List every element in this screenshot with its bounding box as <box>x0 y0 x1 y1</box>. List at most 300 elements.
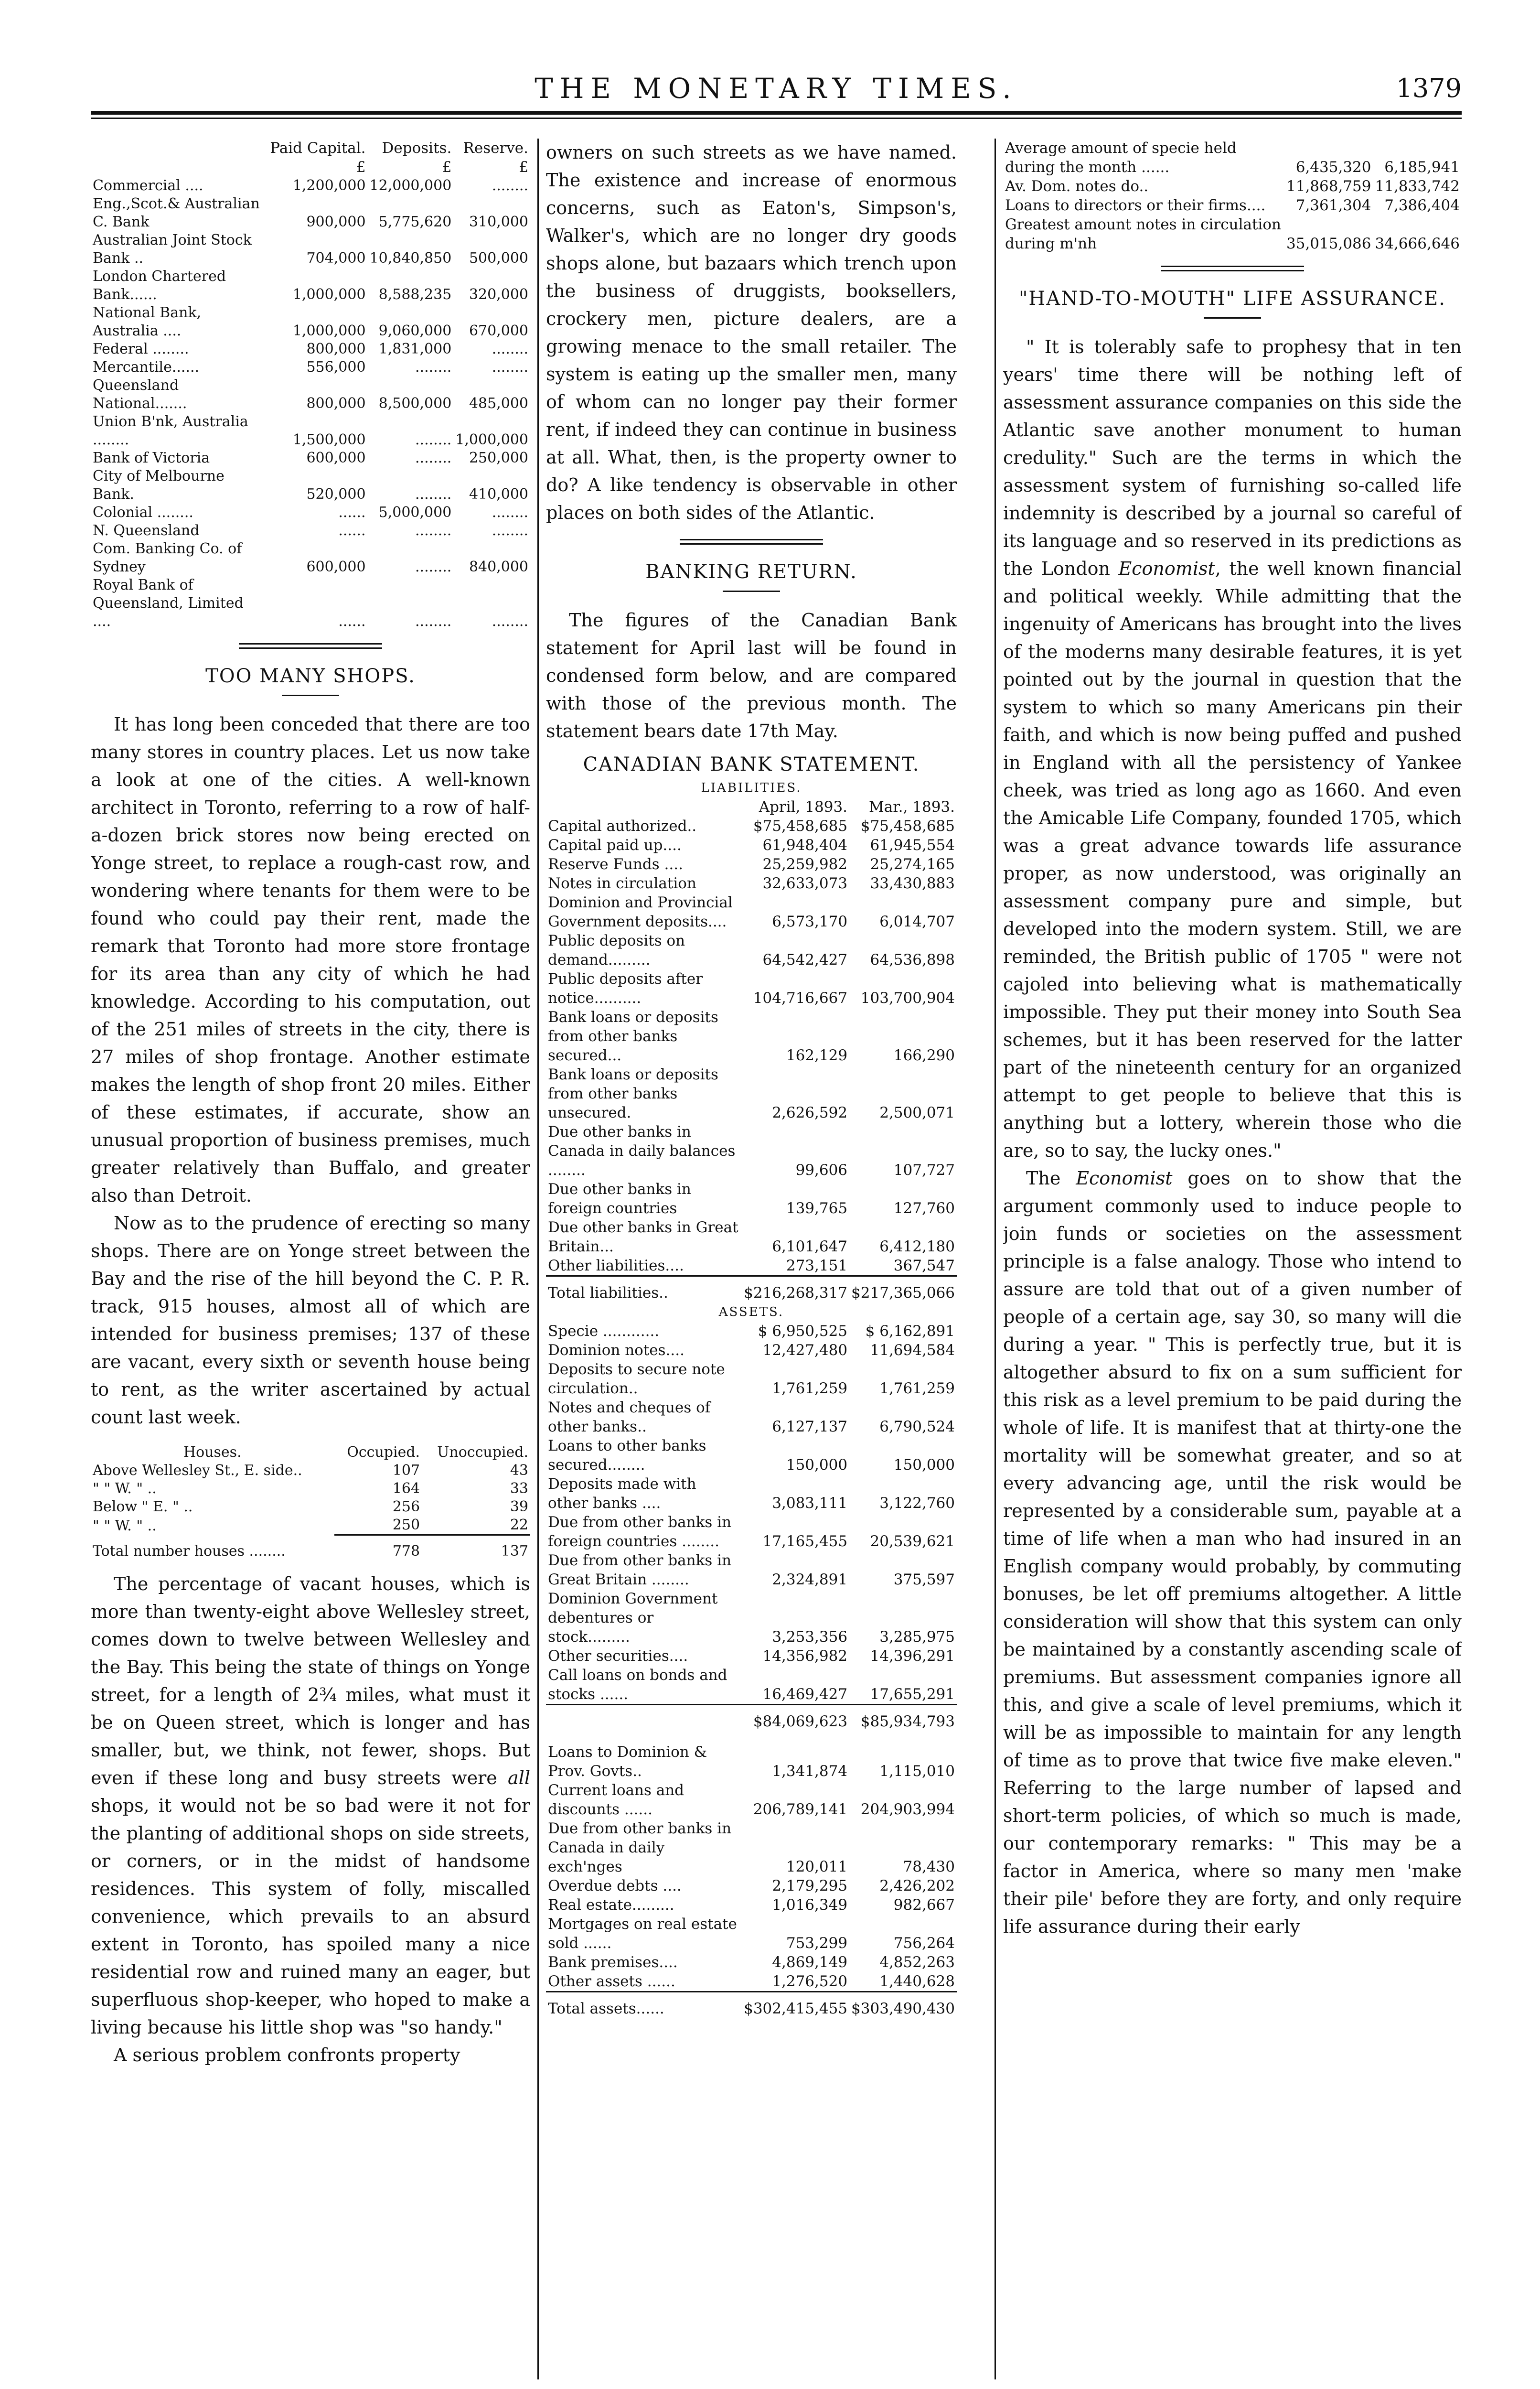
houses-label: Below " E. " .. <box>93 1498 193 1515</box>
april-value: 120,011 <box>786 1858 848 1875</box>
emphasis: all <box>508 1767 530 1788</box>
reserve: ........ <box>492 359 528 376</box>
paid-capital: 1,000,000 <box>292 286 366 303</box>
column-header: Mar., 1893. <box>869 798 955 816</box>
april-value: 753,299 <box>786 1935 848 1952</box>
april-value: 6,573,170 <box>772 913 848 930</box>
bank-averages-table <box>1003 139 1462 253</box>
column-divider <box>537 139 539 2379</box>
march-value: 1,115,010 <box>879 1763 955 1780</box>
table-row <box>546 969 957 1008</box>
table-row <box>91 1516 530 1535</box>
march-value: 11,694,584 <box>870 1342 955 1359</box>
april-value: 16,469,427 <box>762 1686 848 1703</box>
bank-name: Colonial ........ <box>93 504 193 521</box>
line-item-label: Notes in circulation <box>548 875 696 892</box>
line-item-label: Dominion and Provincial Government deposits.... <box>548 894 733 930</box>
houses-table <box>91 1443 530 1560</box>
paragraph <box>1003 333 1462 1164</box>
table-row <box>546 893 957 931</box>
bank-name: Union B'nk, Australia ........ <box>93 413 248 448</box>
line-item-label: Deposits to secure note circulation.. <box>548 1361 725 1397</box>
table-row <box>546 1341 957 1360</box>
bank-name: Australian Joint Stock Bank .. <box>93 232 252 267</box>
paragraph: A serious problem confronts property <box>114 2045 460 2066</box>
section-heading: TOO MANY SHOPS. <box>205 665 416 687</box>
line-item-label: Other assets ...... <box>548 1973 675 1990</box>
line-item-label: Loans to other banks secured........ <box>548 1437 706 1474</box>
table-row <box>546 1781 957 1819</box>
april-value: 162,129 <box>786 1047 848 1064</box>
paid-capital: 800,000 <box>306 395 366 412</box>
heading-rule <box>1204 317 1261 319</box>
liabilities-label: LIABILITIES. <box>701 781 802 795</box>
table-row <box>546 1819 957 1876</box>
table-row <box>546 1876 957 1895</box>
text-run: The percentage of vacant houses, which is more than twenty-eight above Wellesley street, comes down to twelve between Wellesley and the Bay. This being the state of things on Yonge street, for a length of 2¾ miles, what must it be on Queen street, which is longer and has smaller, but, we think, not fewer, shops. But even if these long and busy streets were <box>91 1573 530 1788</box>
march-value: 150,000 <box>893 1456 955 1474</box>
section-rule <box>1161 266 1304 271</box>
bank-statement-table <box>546 778 957 2018</box>
line-item-label: Average amount of specie held during the month ...... <box>1005 140 1237 176</box>
unoccupied-count: 39 <box>510 1498 528 1515</box>
march-value: 2,426,202 <box>879 1877 955 1894</box>
line-item-label: Bank loans or deposits from other banks secured... <box>548 1009 718 1064</box>
march-value: 3,122,760 <box>879 1495 955 1512</box>
occupied-count: 164 <box>392 1480 420 1497</box>
march-value: 6,412,180 <box>879 1238 955 1255</box>
table-row <box>1003 139 1462 177</box>
currency-symbol: £ <box>519 159 528 176</box>
reserve: 410,000 <box>469 486 528 503</box>
table-header: Occupied. <box>347 1444 420 1461</box>
total-assets-march: $303,490,430 <box>849 1992 957 2019</box>
table-row <box>91 304 530 340</box>
line-item-label: Dominion Government debentures or stock......... <box>548 1590 718 1646</box>
table-row <box>546 1666 957 1705</box>
march-value: 1,761,259 <box>879 1380 955 1397</box>
table-row <box>546 1436 957 1474</box>
april-value: 12,427,480 <box>762 1342 848 1359</box>
reserve: ........ <box>492 504 528 521</box>
table-row <box>91 1480 530 1498</box>
april-value: 11,868,759 <box>1286 178 1371 195</box>
march-value: 1,440,628 <box>879 1973 955 1990</box>
table-row <box>546 817 957 836</box>
bank-name: Bank of Victoria <box>93 450 210 466</box>
line-item-label: Due other banks in Great Britain... <box>548 1219 738 1255</box>
paid-capital: 1,000,000 <box>292 323 366 339</box>
table-row <box>546 931 957 969</box>
line-item-label: Due other banks in foreign countries <box>548 1181 691 1217</box>
table-header: Reserve. <box>463 140 528 157</box>
paragraph <box>1003 1164 1462 1940</box>
bank-name: Com. Banking Co. of Sydney <box>93 540 242 575</box>
currency-symbol: £ <box>442 159 452 176</box>
bank-name: Mercantile...... <box>93 359 200 376</box>
march-value: 107,727 <box>893 1162 955 1179</box>
reserve: ........ <box>492 522 528 539</box>
header-rule-thin <box>91 118 1462 119</box>
table-header: Unoccupied. <box>437 1444 528 1461</box>
total-assets-april: $302,415,455 <box>742 1992 849 2019</box>
table-header: Houses. <box>183 1444 242 1461</box>
line-item-label: Loans to directors or their firms.... <box>1005 197 1266 214</box>
page-number: 1379 <box>1396 73 1462 103</box>
reserve: 670,000 <box>469 323 528 339</box>
table-row <box>1003 177 1462 196</box>
line-item-label: Deposits made with other banks .... <box>548 1475 696 1512</box>
april-value: 3,253,356 <box>772 1628 848 1646</box>
line-item-label: Av. Dom. notes do.. <box>1005 178 1149 195</box>
table-row <box>546 1322 957 1341</box>
heading-rule <box>282 695 339 696</box>
table-row <box>546 1589 957 1646</box>
deposits: ........ <box>415 613 452 630</box>
table-row <box>91 377 530 413</box>
table-header: Paid Capital. <box>270 140 366 157</box>
april-value: 64,542,427 <box>762 951 848 969</box>
table-row <box>91 358 530 377</box>
march-value: 7,386,404 <box>1384 197 1460 214</box>
april-value: 1,761,259 <box>772 1380 848 1397</box>
march-value: 17,655,291 <box>870 1686 955 1703</box>
section-heading: BANKING RETURN. <box>645 561 857 583</box>
header-rule-thick <box>91 111 1462 115</box>
march-value: 756,264 <box>893 1935 955 1952</box>
bank-name: National Bank, Australia .... <box>93 304 202 339</box>
table-row <box>546 855 957 874</box>
april-value: 17,165,455 <box>762 1533 848 1550</box>
line-item-label: Reserve Funds .... <box>548 856 683 873</box>
text-run: , the well known financial and political weekly. While admitting that the ingenuity of Americans has brought into the lives of the moderns many desirable features, it is yet pointed out by the journal in question that the system to which so many Americans pin their faith, and which is now being puffed and pushed in England with all the persistency of Yankee cheek, was tried as long ago as 1660. And even the Amicable Life Company, founded 1705, which was a great advance towards life assurance proper, as now understood, was originally an assessment company pure and simple, but developed into the modern system. Still, we are reminded, the British public of 1705 " were not cajoled into believing what is mathematically impossible. They put their money into South Sea schemes, but it has been reserved for the latter part of the nineteenth century for an organized attempt to get people to believe that this is anything but a lottery, wherein those who die are, so to say, the lucky ones." <box>1003 558 1462 1161</box>
april-value: $75,458,685 <box>753 818 848 835</box>
paid-capital: 1,500,000 <box>292 431 366 448</box>
march-value: 375,597 <box>893 1571 955 1588</box>
occupied-count: 107 <box>392 1462 420 1479</box>
table-row <box>91 340 530 358</box>
subtotal-march: $85,934,793 <box>849 1705 957 1732</box>
total-liabilities-march: $217,365,066 <box>849 1276 957 1303</box>
table-row <box>546 1915 957 1953</box>
bank-capital-table <box>91 139 530 631</box>
deposits: 8,500,000 <box>378 395 452 412</box>
paid-capital: 800,000 <box>306 341 366 357</box>
deposits: ........ <box>415 431 452 448</box>
line-item-label: Dominion notes.... <box>548 1342 684 1359</box>
paid-capital: 704,000 <box>306 250 366 267</box>
table-row <box>546 1895 957 1915</box>
april-value: 99,606 <box>795 1162 848 1179</box>
april-value: $ 6,950,525 <box>758 1323 848 1340</box>
april-value: 206,789,141 <box>753 1801 848 1818</box>
table-row <box>546 836 957 855</box>
march-value: 6,014,707 <box>879 913 955 930</box>
march-value: 982,667 <box>893 1896 955 1914</box>
table-row <box>546 1646 957 1666</box>
april-value: 61,948,404 <box>762 837 848 854</box>
text-run: The <box>1026 1168 1076 1189</box>
deposits: ........ <box>415 486 452 503</box>
table-row <box>546 1256 957 1276</box>
bank-name: London Chartered Bank...... <box>93 268 226 303</box>
table-row <box>1003 215 1462 253</box>
column-header: April, 1893. <box>759 798 848 816</box>
march-value: 14,396,291 <box>870 1647 955 1665</box>
april-value: 150,000 <box>786 1456 848 1474</box>
table-row <box>546 1972 957 1992</box>
line-item-label: Notes and cheques of other banks.. <box>548 1399 711 1435</box>
bank-name: N. Queensland <box>93 522 200 539</box>
paid-capital: 900,000 <box>306 214 366 230</box>
paid-capital: 1,200,000 <box>292 177 366 194</box>
april-value: 6,127,137 <box>772 1418 848 1435</box>
table-row <box>91 449 530 467</box>
running-title: THE MONETARY TIMES. <box>535 72 1018 105</box>
line-item-label: Due from other banks in Canada in daily exch'nges <box>548 1820 732 1875</box>
paragraph: owners on such streets as we have named. The existence and increase of enormous concerns, such as Eaton's, Simpson's, Walker's, which are no longer dry goods shops alone, but bazaars which trench upon the business of druggists, booksellers, crockery men, picture dealers, are a growing menace to the small retailer. The system is eating up the smaller men, many of whom can no longer pay their former rent, if indeed they can continue in business at all. What, then, is the property owner to do? A like tendency is observable in other places on both sides of the Atlantic. <box>546 142 957 523</box>
table-row <box>91 177 530 195</box>
march-value: 20,539,621 <box>870 1533 955 1550</box>
line-item-label: Greatest amount notes in circulation during m'nh <box>1005 216 1281 252</box>
unoccupied-count: 33 <box>510 1480 528 1497</box>
unoccupied-count: 43 <box>510 1462 528 1479</box>
bank-name: Federal ........ <box>93 341 189 357</box>
april-value: 1,016,349 <box>772 1896 848 1914</box>
bank-name: Eng.,Scot.& Australian C. Bank <box>93 195 260 230</box>
table-row <box>546 1065 957 1122</box>
march-value: 2,500,071 <box>879 1104 955 1121</box>
march-value: $75,458,685 <box>860 818 955 835</box>
deposits: 1,831,000 <box>378 341 452 357</box>
total-unoccupied: 137 <box>422 1535 530 1561</box>
paid-capital: ...... <box>338 613 366 630</box>
april-value: 2,626,592 <box>772 1104 848 1121</box>
march-value: 11,833,742 <box>1375 178 1460 195</box>
line-item-label: Loans to Dominion & Prov. Govts.. <box>548 1743 707 1780</box>
paid-capital: 556,000 <box>306 359 366 376</box>
march-value: 204,903,994 <box>860 1801 955 1818</box>
line-item-label: Bank loans or deposits from other banks unsecured. <box>548 1066 718 1121</box>
deposits: 8,588,235 <box>378 286 452 303</box>
line-item-label: Overdue debts .... <box>548 1877 682 1894</box>
table-header: Deposits. <box>382 140 452 157</box>
deposits: 12,000,000 <box>369 177 452 194</box>
bank-name: Royal Bank of Queensland, Limited .... <box>93 577 244 630</box>
reserve: 1,000,000 <box>455 431 528 448</box>
deposits: 5,775,620 <box>378 214 452 230</box>
march-value: 61,945,554 <box>870 837 955 854</box>
april-value: 4,869,149 <box>772 1954 848 1971</box>
total-label: Total number houses ........ <box>93 1543 286 1560</box>
april-value: 6,435,320 <box>1295 159 1371 176</box>
line-item-label: Other liabilities.... <box>548 1257 684 1274</box>
line-item-label: Real estate......... <box>548 1896 674 1914</box>
table-row <box>91 231 530 268</box>
reserve: 485,000 <box>469 395 528 412</box>
march-value: 6,185,941 <box>1384 159 1460 176</box>
april-value: 139,765 <box>786 1200 848 1217</box>
april-value: 6,101,647 <box>772 1238 848 1255</box>
table-row <box>91 413 530 449</box>
line-item-label: Other securities.... <box>548 1647 688 1665</box>
deposits: 9,060,000 <box>378 323 452 339</box>
march-value: 166,290 <box>893 1047 955 1064</box>
table-row <box>91 467 530 504</box>
unoccupied-count: 22 <box>510 1517 528 1533</box>
april-value: 2,179,295 <box>772 1877 848 1894</box>
march-value: 103,700,904 <box>860 990 955 1007</box>
line-item-label: Capital paid up.... <box>548 837 682 854</box>
text-run: shops, it would not be so bad were it not for the planting of additional shops on side streets, or corners, or in the midst of handsome residences. This system of folly, miscalled convenience, which prevails to an absurd extent in Toronto, has spoiled many a nice residential row and ruined many an eager, but superfluous shop-keeper, who hoped to make a living because his little shop was "so handy." <box>91 1795 530 2038</box>
table-row <box>91 522 530 540</box>
paid-capital: 600,000 <box>306 559 366 575</box>
reserve: ........ <box>492 341 528 357</box>
table-row <box>546 1122 957 1180</box>
statement-heading: CANADIAN BANK STATEMENT. <box>583 753 920 775</box>
total-liabilities-label: Total liabilities.. <box>546 1276 742 1303</box>
line-item-label: Public deposits on demand......... <box>548 932 685 969</box>
deposits: 10,840,850 <box>369 250 452 267</box>
table-row <box>546 1513 957 1551</box>
april-value: 35,015,086 <box>1286 235 1371 252</box>
table-row <box>546 1360 957 1398</box>
table-row <box>546 1008 957 1065</box>
total-assets-label: Total assets...... <box>546 1992 742 2019</box>
april-value: 104,716,667 <box>753 990 848 1007</box>
table-row <box>91 268 530 304</box>
april-value: 273,151 <box>786 1257 848 1274</box>
text-run: " It is tolerably safe to prophesy that in ten years' time there will be nothing left of assessment assurance companies on this side the Atlantic save another monument to human credulity." Such are the terms in which the assessment system of furnishing so-called life indemnity is described by a journal so careful of its language and so reserved in its predictions as the London <box>1003 336 1462 579</box>
currency-symbol: £ <box>356 159 366 176</box>
section-rule <box>680 539 823 545</box>
total-occupied: 778 <box>334 1535 422 1561</box>
april-value: 14,356,982 <box>762 1647 848 1665</box>
heading-rule <box>723 591 780 592</box>
april-value: 3,083,111 <box>772 1495 848 1512</box>
paid-capital: 600,000 <box>306 450 366 466</box>
table-row <box>91 576 530 631</box>
table-row <box>546 1474 957 1513</box>
march-value: $ 6,162,891 <box>865 1323 955 1340</box>
march-value: 25,274,165 <box>870 856 955 873</box>
deposits: ........ <box>415 450 452 466</box>
april-value: 2,324,891 <box>772 1571 848 1588</box>
occupied-count: 256 <box>392 1498 420 1515</box>
april-value: 1,276,520 <box>772 1973 848 1990</box>
table-row <box>91 540 530 576</box>
reserve: 310,000 <box>469 214 528 230</box>
table-row <box>1003 196 1462 215</box>
occupied-count: 250 <box>392 1517 420 1533</box>
column-3 <box>1003 139 1462 2379</box>
march-value: 6,790,524 <box>879 1418 955 1435</box>
line-item-label: Mortgages on real estate sold ...... <box>548 1916 737 1952</box>
paid-capital: 520,000 <box>306 486 366 503</box>
houses-label: " " W. " .. <box>93 1517 157 1534</box>
line-item-label: Due from other banks in Great Britain ........ <box>548 1552 732 1588</box>
march-value: 64,536,898 <box>870 951 955 969</box>
table-row <box>91 1462 530 1480</box>
line-item-label: Bank premises.... <box>548 1954 678 1971</box>
table-row <box>546 1551 957 1589</box>
houses-label: Above Wellesley St., E. side.. <box>93 1462 302 1479</box>
table-row <box>91 1498 530 1516</box>
april-value: 1,341,874 <box>772 1763 848 1780</box>
deposits: 5,000,000 <box>378 504 452 521</box>
total-liabilities-april: $216,268,317 <box>742 1276 849 1303</box>
line-item-label: Specie ............ <box>548 1323 660 1340</box>
page-header <box>91 72 1462 105</box>
march-value: 4,852,263 <box>879 1954 955 1971</box>
march-value: 3,285,975 <box>879 1628 955 1646</box>
paragraph: The figures of the Canadian Bank statement for April last will be found in condensed form below, and are compared with those of the previous month. The statement bears date 17th May. <box>546 610 957 742</box>
table-row <box>546 1180 957 1218</box>
paragraph <box>91 1570 530 2041</box>
table-row <box>546 1743 957 1781</box>
deposits: ........ <box>415 559 452 575</box>
text-run: goes on to show that the argument commonly used to induce people to join funds or societies on the assessment principle is a false analogy. Those who intend to assure are told that out of a given number of people of a certain age, say 30, so many will die during a year. " This is perfectly true, but it is altogether absurd to fix on a sum sufficient for this risk as a level premium to be paid during the whole of life. It is manifest that at thirty-one the mortality will be somewhat greater, and so at every advancing age, until the risk would be represented by a considerable sum, payable at a time of life when a man who had insured in an English company would probably, by commuting bonuses, be let off premiums altogether. A little consideration will show that this system can only be maintained by a constantly ascending scale of premiums. But assessment companies ignore all this, and give a scale of level premiums, which it will be as impossible to maintain for any length of time as to prove that twice five make eleven." Referring to the large number of lapsed and short-term policies, of which so much is made, our contemporary remarks: " This may be a factor in America, where so many men 'make their pile' before they are forty, and only require life assurance during their early <box>1003 1168 1462 1937</box>
paragraph: It has long been conceded that there are too many stores in country places. Let us now take a look at one of the cities. A well-known architect in Toronto, referring to a row of half-a-dozen brick stores now being erected on Yonge street, to replace a rough-cast row, and wondering where tenants for them were to be found who could pay their rent, made the remark that Toronto had more store frontage for its area than any city of which he had knowledge. According to his computation, out of the 251 miles of streets in the city, there is 27 miles of shop frontage. Another estimate makes the length of shop front 20 miles. Either of these estimates, if accurate, show an unusual proportion of business premises, much greater relatively than Buffalo, and greater also than Detroit. <box>91 714 530 1206</box>
section-rule <box>239 643 382 649</box>
paid-capital: ...... <box>338 522 366 539</box>
line-item-label: Public deposits after notice.......... <box>548 970 703 1007</box>
reserve: 500,000 <box>469 250 528 267</box>
deposits: ........ <box>415 359 452 376</box>
reserve: 250,000 <box>469 450 528 466</box>
april-value: 25,259,982 <box>762 856 848 873</box>
march-value: 127,760 <box>893 1200 955 1217</box>
march-value: 33,430,883 <box>870 875 955 892</box>
bank-name: Queensland National....... <box>93 377 187 412</box>
april-value: 32,633,073 <box>762 875 848 892</box>
reserve: ........ <box>492 613 528 630</box>
march-value: 78,430 <box>903 1858 955 1875</box>
reserve: 320,000 <box>469 286 528 303</box>
reserve: ........ <box>492 177 528 194</box>
emphasis: Economist <box>1076 1168 1173 1189</box>
subtotal-april: $84,069,623 <box>742 1705 849 1732</box>
assets-label: ASSETS. <box>718 1305 784 1319</box>
line-item-label: Due from other banks in foreign countries ........ <box>548 1514 732 1550</box>
table-row <box>546 1218 957 1256</box>
bank-name: City of Melbourne Bank. <box>93 468 225 503</box>
reserve: 840,000 <box>469 559 528 575</box>
paragraph: Now as to the prudence of erecting so many shops. There are on Yonge street between the Bay and the rise of the hill beyond the C. P. R. track, 915 houses, almost all of which are intended for business premises; 137 of these are vacant, every sixth or seventh house being to rent, as the writer ascertained by actual count last week. <box>91 1213 530 1428</box>
april-value: 7,361,304 <box>1295 197 1371 214</box>
line-item-label: Due other banks in Canada in daily balances ........ <box>548 1123 736 1179</box>
section-heading: "HAND-TO-MOUTH" LIFE ASSURANCE. <box>1019 288 1446 310</box>
table-row <box>546 874 957 893</box>
line-item-label: Capital authorized.. <box>548 818 697 835</box>
bank-name: Commercial .... <box>93 177 203 194</box>
paid-capital: ...... <box>338 504 366 521</box>
houses-label: " " W. " .. <box>93 1480 157 1497</box>
column-1 <box>91 139 530 2379</box>
table-row <box>91 504 530 522</box>
table-row <box>546 1398 957 1436</box>
table-row <box>546 1953 957 1972</box>
column-2 <box>546 139 957 2379</box>
march-value: 34,666,646 <box>1375 235 1460 252</box>
table-row <box>91 195 530 231</box>
deposits: ........ <box>415 522 452 539</box>
column-divider <box>995 139 996 2379</box>
line-item-label: Call loans on bonds and stocks ...... <box>548 1667 727 1703</box>
line-item-label: Current loans and discounts ...... <box>548 1782 684 1818</box>
emphasis: Economist <box>1118 558 1215 579</box>
march-value: 367,547 <box>893 1257 955 1274</box>
